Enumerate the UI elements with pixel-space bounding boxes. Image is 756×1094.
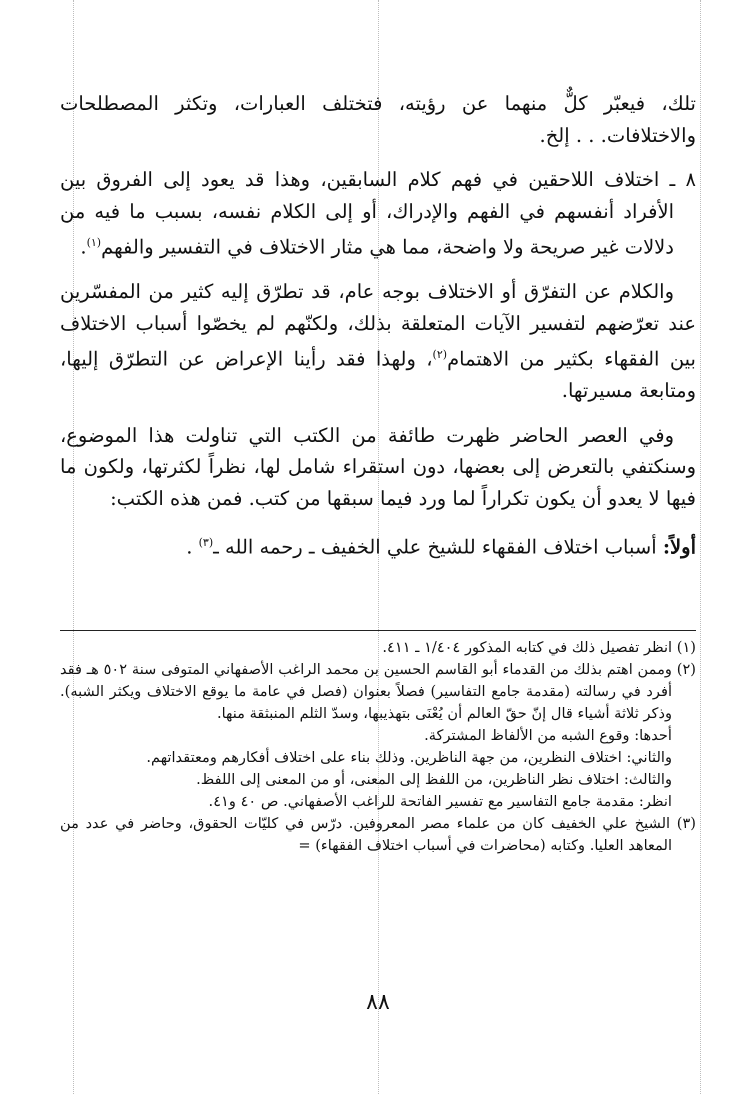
footnote-2-first: أحدها: وقوع الشبه من الألفاظ المشتركة. bbox=[424, 727, 672, 744]
paragraph-present-era: وفي العصر الحاضر ظهرت طائفة من الكتب التي تناولت هذا الموضوع، وسنكتفي بالتعرض إلى بعضها، دون استقراء شامل لها، نظراً لكثرتها، ولكون ما فيها لا يعدو أن يكون تكراراً لما ورد فيما سبقها من كتب. فمن هذه الكتب: bbox=[60, 423, 696, 510]
main-text bbox=[60, 88, 696, 563]
paragraph-continuation: تلك، فيعبّر كلٌّ منهما عن رؤيته، فتختلف العبارات، وتكثر المصطلحات والاختلافات. . . إلخ. bbox=[60, 92, 696, 147]
list-item-8: ٨ ـ اختلاف اللاحقين في فهم كلام السابقين، وهذا قد يعود إلى الفروق بين الأفراد أنفسهم في الفهم والإدراك، أو إلى الكلام نفسه، بسبب ما فيه من دلالات غير صريحة ولا واضحة، مما هي مثار الاختلاف في التفسير والفهم$^{(١)}$. bbox=[60, 168, 696, 259]
footnote-3: (٣) الشيخ علي الخفيف كان من علماء مصر المعروفين. درّس في كليّات الحقوق، وحاضر في عدد من المعاهد العليا. وكتابه (محاضرات في أسباب اختلاف الفقهاء) = bbox=[60, 815, 696, 854]
footnote-1: (١) انظر تفصيل ذلك في كتابه المذكور ١/٤٠٤ ـ ٤١١. bbox=[382, 639, 696, 656]
footnote-ref-3[interactable]: (٣) bbox=[198, 536, 214, 549]
footnote-2-reference: انظر: مقدمة جامع التفاسير مع تفسير الفاتحة للراغب الأصفهاني. ص ٤٠ و٤١. bbox=[208, 793, 672, 810]
book-heading: أولاً: أسباب اختلاف الفقهاء للشيخ علي الخفيف ـ رحمه الله ـ$^{(٣)}$ . bbox=[186, 535, 696, 559]
footnote-2-third: والثالث: اختلاف نظر الناظرين، من اللفظ إلى المعنى، أو من المعنى إلى اللفظ. bbox=[196, 771, 672, 788]
footnote-ref-2[interactable]: (٢) bbox=[432, 348, 448, 361]
footnote-ref-1[interactable]: (١) bbox=[86, 236, 102, 249]
paragraph-disagreement: والكلام عن التفرّق أو الاختلاف بوجه عام، قد تطرّق إليه كثير من المفسّرين عند تعرّضهم لتفسير الآيات المتعلقة بذلك، ولكنّهم لم يخصّوا أسباب الاختلاف بين الفقهاء بكثير من الاهتمام$^{(٢)}$، ولهذا فقد رأينا الإعراض عن التطرّق إليها، ومتابعة مسيرتها. bbox=[60, 280, 696, 402]
footnotes bbox=[60, 637, 696, 857]
margin-guide bbox=[700, 0, 701, 1094]
footnote-divider bbox=[60, 630, 696, 631]
footnote-2: (٢) وممن اهتم بذلك من القدماء أبو القاسم الحسين بن محمد الراغب الأصفهاني المتوفى سنة ٥٠٢ هـ فقد أفرد في رسالته (مقدمة جامع التفاسير) فصلاً بعنوان (فصل في عامة ما يوقع الاختلاف ويكثر الشبه). وذكر ثلاثة أشياء قال إنّ حقّ العالم أن يُعْنَى بتهذيبها، وسدّ الثلم المنبثقة منها. bbox=[60, 661, 696, 722]
page-number: ٨٨ bbox=[366, 990, 390, 1015]
footnote-2-second: والثاني: اختلاف النظرين، من جهة الناظرين. وذلك بناء على اختلاف أفكارهم ومعتقداتهم. bbox=[146, 749, 672, 766]
